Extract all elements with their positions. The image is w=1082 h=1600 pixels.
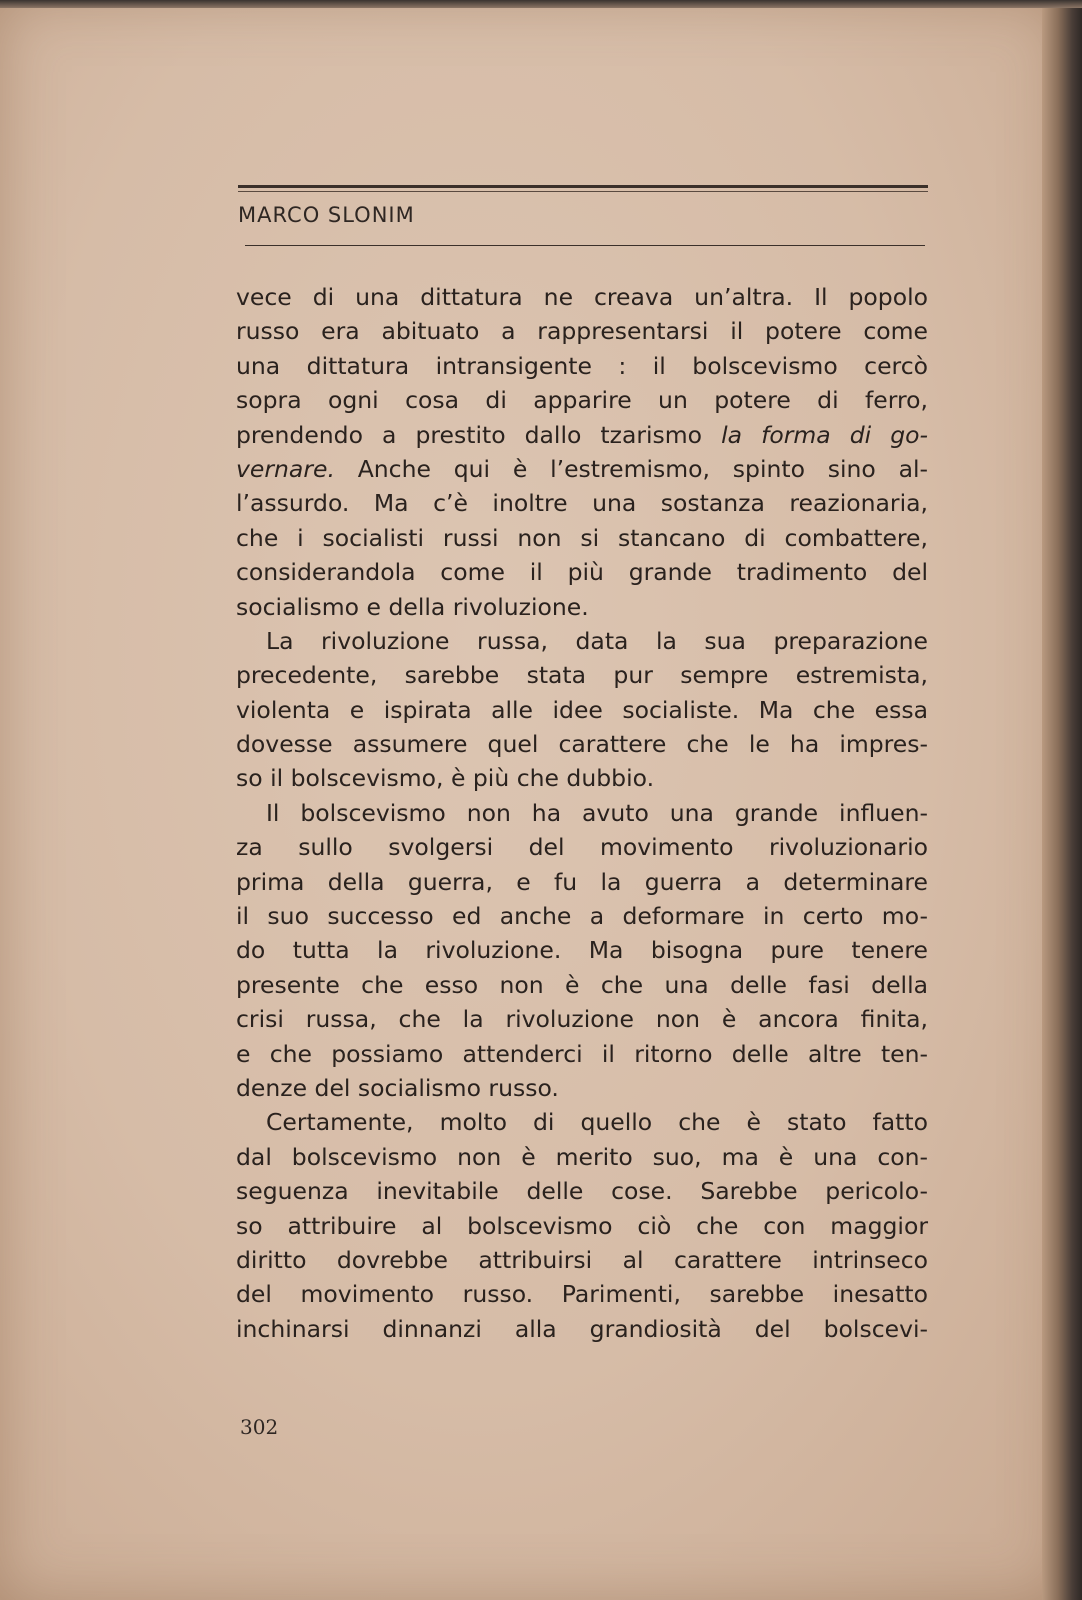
header-rule-thin [238,191,928,192]
text-line: una dittatura intransigente : il bolscevismo cercò [236,351,928,380]
running-head: MARCO SLONIM [238,203,415,227]
text-line: La rivoluzione russa, data la sua preparazione [266,626,928,655]
text-line: violenta e ispirata alle idee socialiste. Ma che essa [236,695,928,724]
text-line: do tutta la rivoluzione. Ma bisogna pure tenere [236,936,928,965]
text-line: seguenza inevitabile delle cose. Sarebbe pericolo- [236,1177,928,1206]
text-line: za sullo svolgersi del movimento rivoluzionario [236,833,928,862]
text-line: socialismo e della rivoluzione. [236,592,589,621]
text-line: so il bolscevismo, è più che dubbio. [236,764,655,793]
text-line: vece di una dittatura ne creava un’altra. Il popolo [236,283,928,311]
text-line: inchinarsi dinnanzi alla grandiosità del bolscevi- [236,1314,928,1343]
text-line: l’assurdo. Ma c’è inoltre una sostanza reazionaria, [236,489,928,518]
body-text [236,280,928,1346]
text-line: dal bolscevismo non è merito suo, ma è una con- [236,1142,928,1171]
text-line: prima della guerra, e fu la guerra a determinare [236,867,928,896]
text-line: precedente, sarebbe stata pur sempre estremista, [236,661,928,690]
header-underline [245,245,925,246]
text-line: Certamente, molto di quello che è stato fatto [266,1108,928,1137]
header-rule [238,185,928,188]
italic-phrase: vernare. [236,454,335,483]
page-edge [1042,0,1082,1600]
text-line: dovesse assumere quel carattere che le ha impres- [236,730,928,759]
text-line: russo era abituato a rappresentarsi il potere come [236,317,928,346]
text-line: che i socialisti russi non si stancano di combattere, [236,523,928,552]
text-line: so attribuire al bolscevismo ciò che con maggior [236,1211,928,1240]
text-line: Il bolscevismo non ha avuto una grande influen- [266,798,928,827]
text-line: il suo successo ed anche a deformare in certo mo- [236,902,928,931]
text-line: sopra ogni cosa di apparire un potere di ferro, [236,386,928,415]
top-edge [0,0,1082,8]
text-line: del movimento russo. Parimenti, sarebbe inesatto [236,1280,928,1309]
text-line: presente che esso non è che una delle fasi della [236,970,928,999]
page-number: 302 [240,1415,279,1439]
text-line: crisi russa, che la rivoluzione non è ancora finita, [236,1005,928,1034]
text-line: e che possiamo attenderci il ritorno delle altre ten- [236,1039,928,1068]
italic-phrase: la forma di go- [721,420,928,449]
text-line: vernare. Anche qui è l’estremismo, spinto sino al- [236,454,928,483]
text-line: prendendo a prestito dallo tzarismo la forma di go- [236,420,928,449]
text-line: considerandola come il più grande tradimento del [236,558,928,587]
text-line: denze del socialismo russo. [236,1073,559,1102]
text-line: diritto dovrebbe attribuirsi al carattere intrinseco [236,1245,928,1274]
